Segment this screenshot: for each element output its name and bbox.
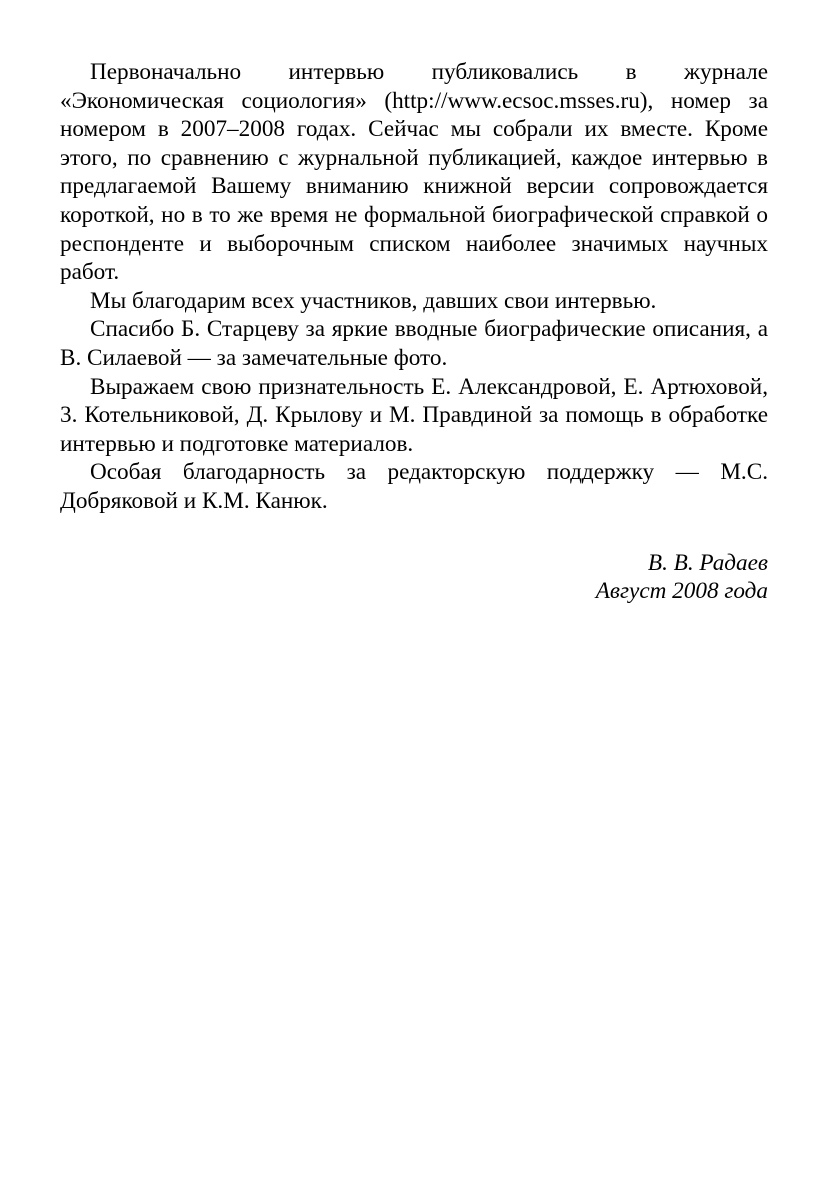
paragraph-intro: Первоначально интервью публиковались в журнале «Экономическая социология» (http://www.ecsoc.msses.ru), номер за номером в 2007–2008 годах. Сейчас мы собрали их вместе. Кроме этого, по сравнению с журнальной публикацией, каждое интервью в предлагаемой Вашему вниманию книжной версии сопровождается короткой, но в то же время не формальной биографической справкой о респонденте и выборочным списком наиболее значимых научных работ. (60, 59, 768, 286)
signature-date: Август 2008 года (595, 578, 768, 605)
document-page (60, 58, 768, 606)
paragraph-thanks-descriptions: Спасибо Б. Старцеву за яркие вводные биографические описания, а В. Силаевой — за замечательные фото. (60, 316, 768, 371)
paragraph-gratitude: Выражаем свою признательность Е. Александровой, Е. Артюховой, 3. Котельниковой, Д. Крылову и М. Правдиной за помощь в обработке интервью и подготовке материалов. (60, 373, 768, 457)
paragraph-thanks-participants: Мы благодарим всех участников, давших свои интервью. (90, 287, 657, 314)
signature-block (60, 549, 768, 606)
signature-author: В. В. Радаев (647, 549, 768, 576)
paragraph-editorial-thanks: Особая благодарность за редакторскую поддержку — М.С. Добряковой и К.М. Канюк. (60, 459, 768, 514)
